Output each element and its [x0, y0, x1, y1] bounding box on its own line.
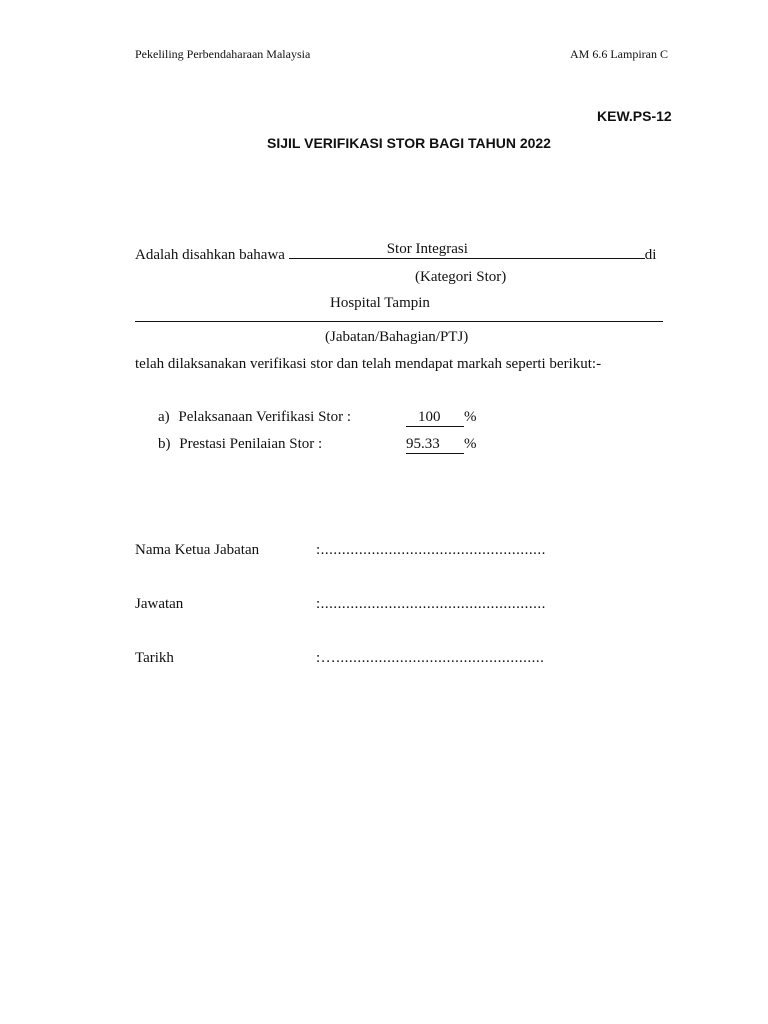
- score-label: Pelaksanaan Verifikasi Stor :: [178, 409, 352, 425]
- header-left: Pekeliling Perbendaharaan Malaysia: [135, 47, 311, 61]
- store-category-field: [289, 242, 645, 259]
- department-rule: [135, 321, 663, 322]
- store-category-label: (Kategori Stor): [415, 269, 507, 285]
- department-label: (Jabatan/Bahagian/PTJ): [325, 329, 469, 345]
- field-value-name: :.....................................................: [316, 542, 546, 558]
- document-title: SIJIL VERIFIKASI STOR BAGI TAHUN 2022: [267, 135, 551, 151]
- score-value-wrap: [406, 409, 477, 427]
- score-value-wrap: [406, 436, 477, 454]
- score-row: [158, 436, 322, 453]
- certify-statement: telah dilaksanakan verifikasi stor dan telah mendapat markah seperti berikut:-: [135, 356, 602, 372]
- store-category-value: Stor Integrasi: [386, 241, 468, 257]
- certify-line: [135, 242, 656, 264]
- certify-intro: Adalah disahkan bahawa: [135, 247, 285, 263]
- score-marker: b): [158, 436, 171, 452]
- form-code: KEW.PS-12: [597, 108, 672, 124]
- certify-suffix: di: [644, 247, 657, 263]
- field-label-position: Jawatan: [135, 596, 184, 612]
- field-label-name: Nama Ketua Jabatan: [135, 542, 260, 558]
- score-value: 100: [406, 409, 464, 427]
- score-unit: %: [464, 409, 477, 425]
- field-value-position: :.....................................................: [316, 596, 546, 612]
- field-label-date: Tarikh: [135, 650, 174, 666]
- score-label: Prestasi Penilaian Stor :: [179, 436, 323, 452]
- score-value: 95.33: [406, 436, 464, 454]
- score-unit: %: [464, 436, 477, 452]
- department-value: Hospital Tampin: [330, 295, 430, 311]
- score-row: [158, 409, 351, 426]
- score-marker: a): [158, 409, 170, 425]
- field-value-date: :….................................................: [316, 650, 545, 666]
- header-right: AM 6.6 Lampiran C: [570, 47, 668, 61]
